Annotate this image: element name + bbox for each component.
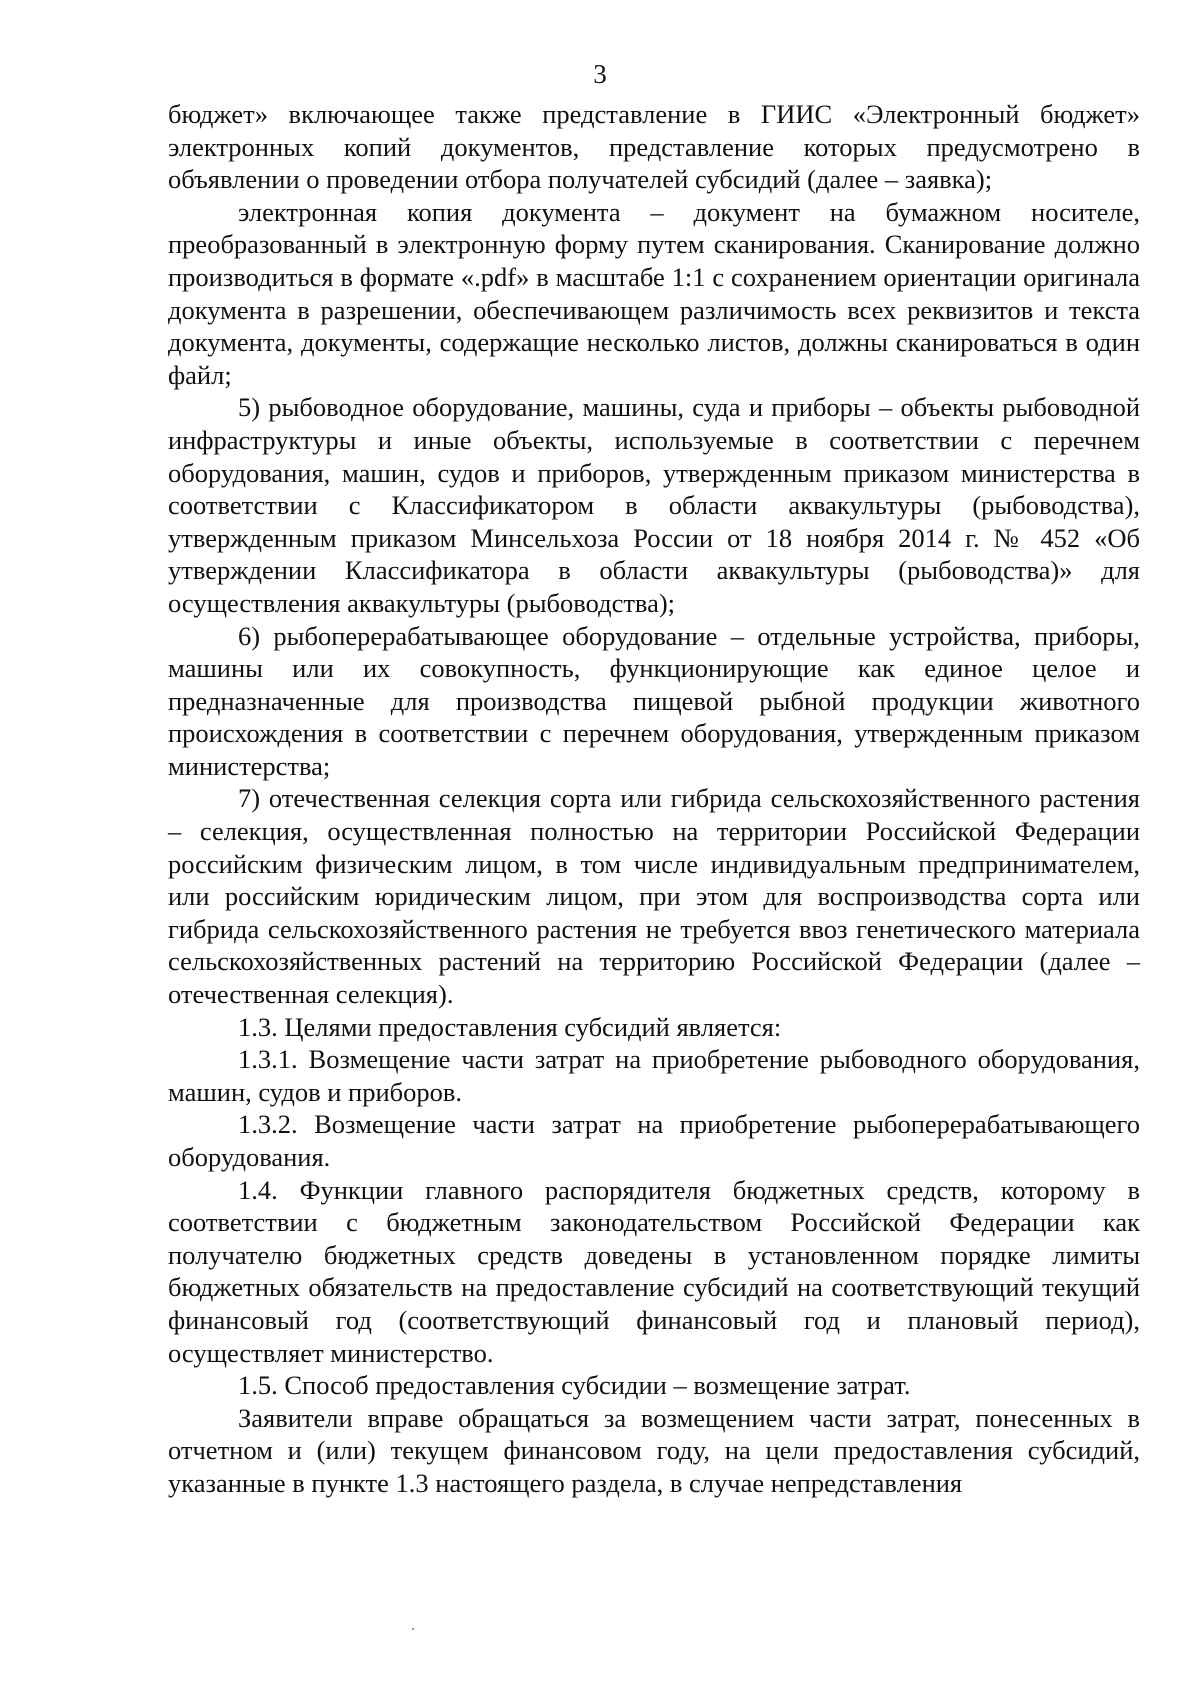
paragraph-1-3-goals: 1.3. Целями предоставления субсидий является: [238, 1011, 782, 1042]
paragraph-applicants: Заявители вправе обращаться за возмещением части затрат, понесенных в отчетном и (или) текущем финансовом году, на цели предоставления субсидий, указанные в пункте 1.3 настоящего раздела, в случае непредставления [168, 1402, 1140, 1498]
paragraph-item-5-fish-equipment: 5) рыбоводное оборудование, машины, суда и приборы – объекты рыбоводной инфраструктуры и иные объекты, используемые в соответствии с перечнем оборудования, машин, судов и приборов, утвержденным приказом министерства в соответствии с Классификатором в области аквакультуры (рыбоводства), утвержденным приказом Минсельхоза России от 18 ноября 2014 г. № 452 «Об утверждении Классификатора в области аквакультуры (рыбоводства)» для осуществления аквакультуры (рыбоводства); [168, 392, 1140, 618]
page-number: 3 [593, 59, 607, 89]
paragraph-application-definition: бюджет» включающее также представление в ГИИС «Электронный бюджет» электронных копий документов, представление которых предусмотрено в объявлении о проведении отбора получателей субсидий (далее – заявка); [168, 99, 1140, 195]
paragraph-1-3-2: 1.3.2. Возмещение части затрат на приобретение рыбоперерабатывающего оборудования. [168, 1109, 1140, 1172]
document-body [168, 98, 1140, 1500]
scan-speck [412, 1628, 414, 1630]
paragraph-item-6-processing-equipment: 6) рыбоперерабатывающее оборудование – отдельные устройства, приборы, машины или их совокупность, функционирующие как единое целое и предназначенные для производства пищевой рыбной продукции животного происхождения в соответствии с перечнем оборудования, утвержденным приказом министерства; [168, 620, 1140, 781]
paragraph-item-7-domestic-selection: 7) отечественная селекция сорта или гибрида сельскохозяйственного растения – селекция, осуществленная полностью на территории Российской Федерации российским физическим лицом, в том числе индивидуальным предпринимателем, или российским юридическим лицом, при этом для воспроизводства сорта или гибрида сельскохозяйственного растения не требуется ввоз генетического материала сельскохозяйственных растений на территорию Российской Федерации (далее – отечественная селекция). [168, 783, 1140, 1010]
paragraph-1-3-1: 1.3.1. Возмещение части затрат на приобретение рыбоводного оборудования, машин, судов и приборов. [168, 1044, 1140, 1107]
paragraph-electronic-copy: электронная копия документа – документ на бумажном носителе, преобразованный в электронную форму путем сканирования. Сканирование должно производиться в формате «.pdf» в масштабе 1:1 с сохранением ориентации оригинала документа в разрешении, обеспечивающем различимость всех реквизитов и текста документа, документы, содержащие несколько листов, должны сканироваться в один файл; [168, 196, 1140, 390]
paragraph-1-5-method: 1.5. Способ предоставления субсидии – возмещение затрат. [238, 1370, 911, 1401]
paragraph-1-4-functions: 1.4. Функции главного распорядителя бюджетных средств, которому в соответствии с бюджетным законодательством Российской Федерации как получателю бюджетных средств доведены в установленном порядке лимиты бюджетных обязательств на предоставление субсидий на соответствующий текущий финансовый год (соответствующий финансовый год и плановый период), осуществляет министерство. [168, 1174, 1140, 1368]
